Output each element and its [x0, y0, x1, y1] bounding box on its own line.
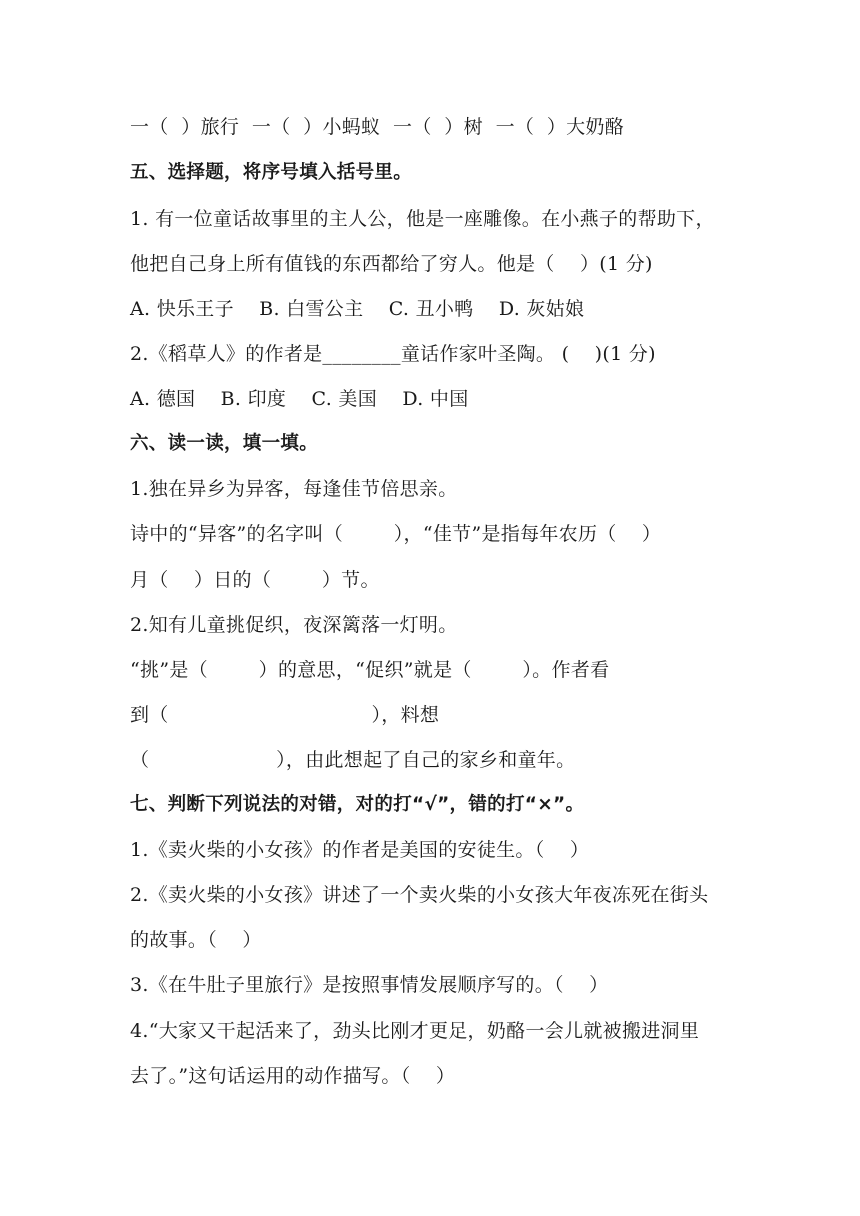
s7-q2-line2: 的故事。（ ） [130, 929, 262, 951]
s5-q1-options: A. 快乐王子 B. 白雪公主 C. 丑小鸭 D. 灰姑娘 [130, 298, 585, 320]
s6-q2-line1: “挑”是（ ）的意思，“促织”就是（ ）。作者看 [130, 659, 610, 681]
section-five-heading: 五、选择题，将序号填入括号里。 [130, 162, 413, 183]
s5-q1-text-line1: 1. 有一位童话故事里的主人公，他是一座雕像。在小燕子的帮助下， [130, 208, 715, 230]
s6-q2-line2: 到（ ），料想 [130, 704, 440, 726]
s7-q1: 1.《卖火柴的小女孩》的作者是美国的安徒生。（ ） [130, 839, 590, 861]
section-six-heading: 六、读一读，填一填。 [130, 433, 319, 454]
s7-q4-line1: 4.“大家又干起活来了，劲头比刚才更足，奶酪一会儿就被搬进洞里 [130, 1020, 700, 1042]
s7-q3: 3.《在牛肚子里旅行》是按照事情发展顺序写的。（ ） [130, 974, 609, 996]
s5-q2-text: 2.《稻草人》的作者是________童话作家叶圣陶。 ( )(1 分) [130, 343, 656, 365]
s5-q1-text-line2: 他把自己身上所有值钱的东西都给了穷人。他是（ ）(1 分) [130, 253, 653, 275]
s6-q2-poem: 2.知有儿童挑促织，夜深篱落一灯明。 [130, 614, 458, 636]
s6-q2-line3: （ ），由此想起了自己的家乡和童年。 [130, 749, 576, 771]
s5-q2-options: A. 德国 B. 印度 C. 美国 D. 中国 [130, 388, 469, 410]
s6-q1-poem: 1.独在异乡为异客，每逢佳节倍思亲。 [130, 478, 458, 500]
s7-q2-line1: 2.《卖火柴的小女孩》讲述了一个卖火柴的小女孩大年夜冻死在街头 [130, 884, 709, 906]
s6-q1-line2: 月（ ）日的（ ）节。 [130, 569, 380, 591]
section-seven-heading: 七、判断下列说法的对错，对的打“√”，错的打“×”。 [130, 794, 585, 815]
s6-q1-line1: 诗中的“异客”的名字叫（ ），“佳节”是指每年农历（ ） [130, 523, 662, 545]
s7-q4-line2: 去了。”这句话运用的动作描写。（ ） [130, 1065, 456, 1087]
measure-word-fill-line: 一（ ）旅行 一（ ）小蚂蚁 一（ ）树 一（ ）大奶酪 [130, 116, 625, 138]
